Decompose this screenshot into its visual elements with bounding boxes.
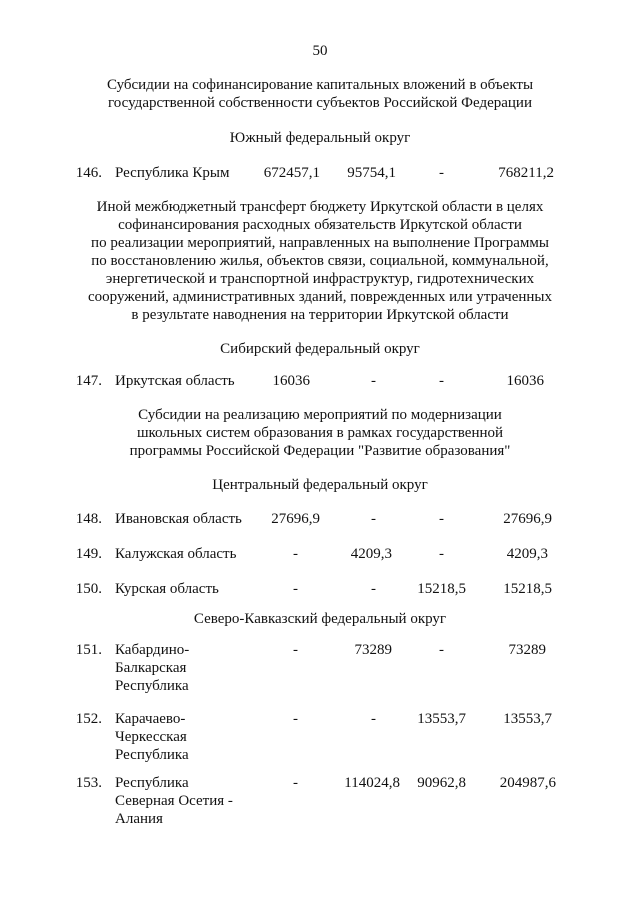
section-title-line: софинансирования расходных обязательств Иркутской области	[118, 217, 522, 233]
section-title-line: государственной собственности субъектов Российской Федерации	[108, 95, 532, 111]
cell-value: 15218,5	[503, 581, 552, 597]
region-name	[115, 774, 233, 828]
cell-value: -	[439, 546, 444, 562]
cell-value: 15218,5	[417, 581, 466, 597]
section-title-line: сооружений, административных зданий, поврежденных или утраченных	[88, 289, 552, 305]
region-name	[115, 641, 189, 695]
cell-value: 27696,9	[271, 511, 320, 527]
region-name-line: Черкесская	[115, 729, 187, 745]
cell-value: 13553,7	[417, 711, 466, 727]
cell-value: -	[371, 373, 376, 389]
cell-value: -	[439, 642, 444, 658]
district-heading: Центральный федеральный округ	[212, 477, 428, 493]
cell-value: -	[439, 165, 444, 181]
row-number: 151.	[75, 642, 102, 658]
row-number: 153.	[75, 775, 102, 791]
cell-value: 4209,3	[350, 546, 392, 562]
region-name: Курская область	[115, 581, 219, 597]
district-heading: Южный федеральный округ	[229, 130, 411, 146]
section-title-line: программы Российской Федерации "Развитие образования"	[129, 443, 511, 459]
region-name-line: Кабардино-	[115, 642, 190, 658]
cell-value: 4209,3	[506, 546, 548, 562]
region-name-line: Республика	[115, 747, 189, 763]
cell-value: 16036	[272, 373, 310, 389]
region-name-line: Балкарская	[115, 660, 187, 676]
section-title-line: школьных систем образования в рамках государственной	[136, 425, 504, 441]
cell-value: 204987,6	[499, 775, 556, 791]
region-name: Калужская область	[115, 546, 237, 562]
section-title-line: Иной межбюджетный трансферт бюджету Иркутской области в целях	[96, 199, 544, 215]
row-number: 149.	[75, 546, 102, 562]
section-title-line: в результате наводнения на территории Иркутской области	[131, 307, 509, 323]
cell-value: -	[371, 581, 376, 597]
region-name-line: Республика	[115, 678, 189, 694]
district-heading: Сибирский федеральный округ	[220, 341, 420, 357]
row-number: 152.	[75, 711, 102, 727]
page-number: 50	[312, 43, 328, 59]
cell-value: 768211,2	[498, 165, 554, 181]
region-name-line: Республика	[115, 775, 189, 791]
cell-value: 90962,8	[417, 775, 466, 791]
cell-value: 73289	[354, 642, 392, 658]
section-title-line: Субсидии на софинансирование капитальных вложений в объекты	[106, 77, 534, 93]
district-heading: Северо-Кавказский федеральный округ	[193, 611, 447, 627]
cell-value: -	[439, 373, 444, 389]
cell-value: -	[293, 581, 298, 597]
region-name: Республика Крым	[115, 165, 230, 181]
region-name-line: Алания	[115, 811, 163, 827]
cell-value: 27696,9	[503, 511, 552, 527]
section-title-line: Субсидии на реализацию мероприятий по модернизации	[138, 407, 502, 423]
section-title-line: по восстановлению жилья, объектов связи, социальной, коммунальной,	[91, 253, 549, 269]
cell-value: 672457,1	[263, 165, 320, 181]
cell-value: -	[371, 511, 376, 527]
row-number: 150.	[75, 581, 102, 597]
row-number: 148.	[75, 511, 102, 527]
cell-value: 13553,7	[503, 711, 552, 727]
region-name	[115, 710, 189, 764]
row-number: 147.	[75, 373, 102, 389]
cell-value: 16036	[506, 373, 544, 389]
section-title-line: по реализации мероприятий, направленных на выполнение Программы	[91, 235, 549, 251]
row-number: 146.	[75, 165, 102, 181]
section-title-line: энергетической и транспортной инфраструктур, гидротехнических	[105, 271, 535, 287]
cell-value: 114024,8	[344, 775, 400, 791]
cell-value: -	[293, 775, 298, 791]
cell-value: -	[293, 711, 298, 727]
region-name-line: Карачаево-	[115, 711, 186, 727]
cell-value: 95754,1	[347, 165, 396, 181]
region-name-line: Северная Осетия -	[115, 793, 233, 809]
region-name: Ивановская область	[115, 511, 242, 527]
cell-value: -	[439, 511, 444, 527]
cell-value: -	[371, 711, 376, 727]
region-name: Иркутская область	[115, 373, 235, 389]
cell-value: 73289	[508, 642, 546, 658]
cell-value: -	[293, 546, 298, 562]
cell-value: -	[293, 642, 298, 658]
